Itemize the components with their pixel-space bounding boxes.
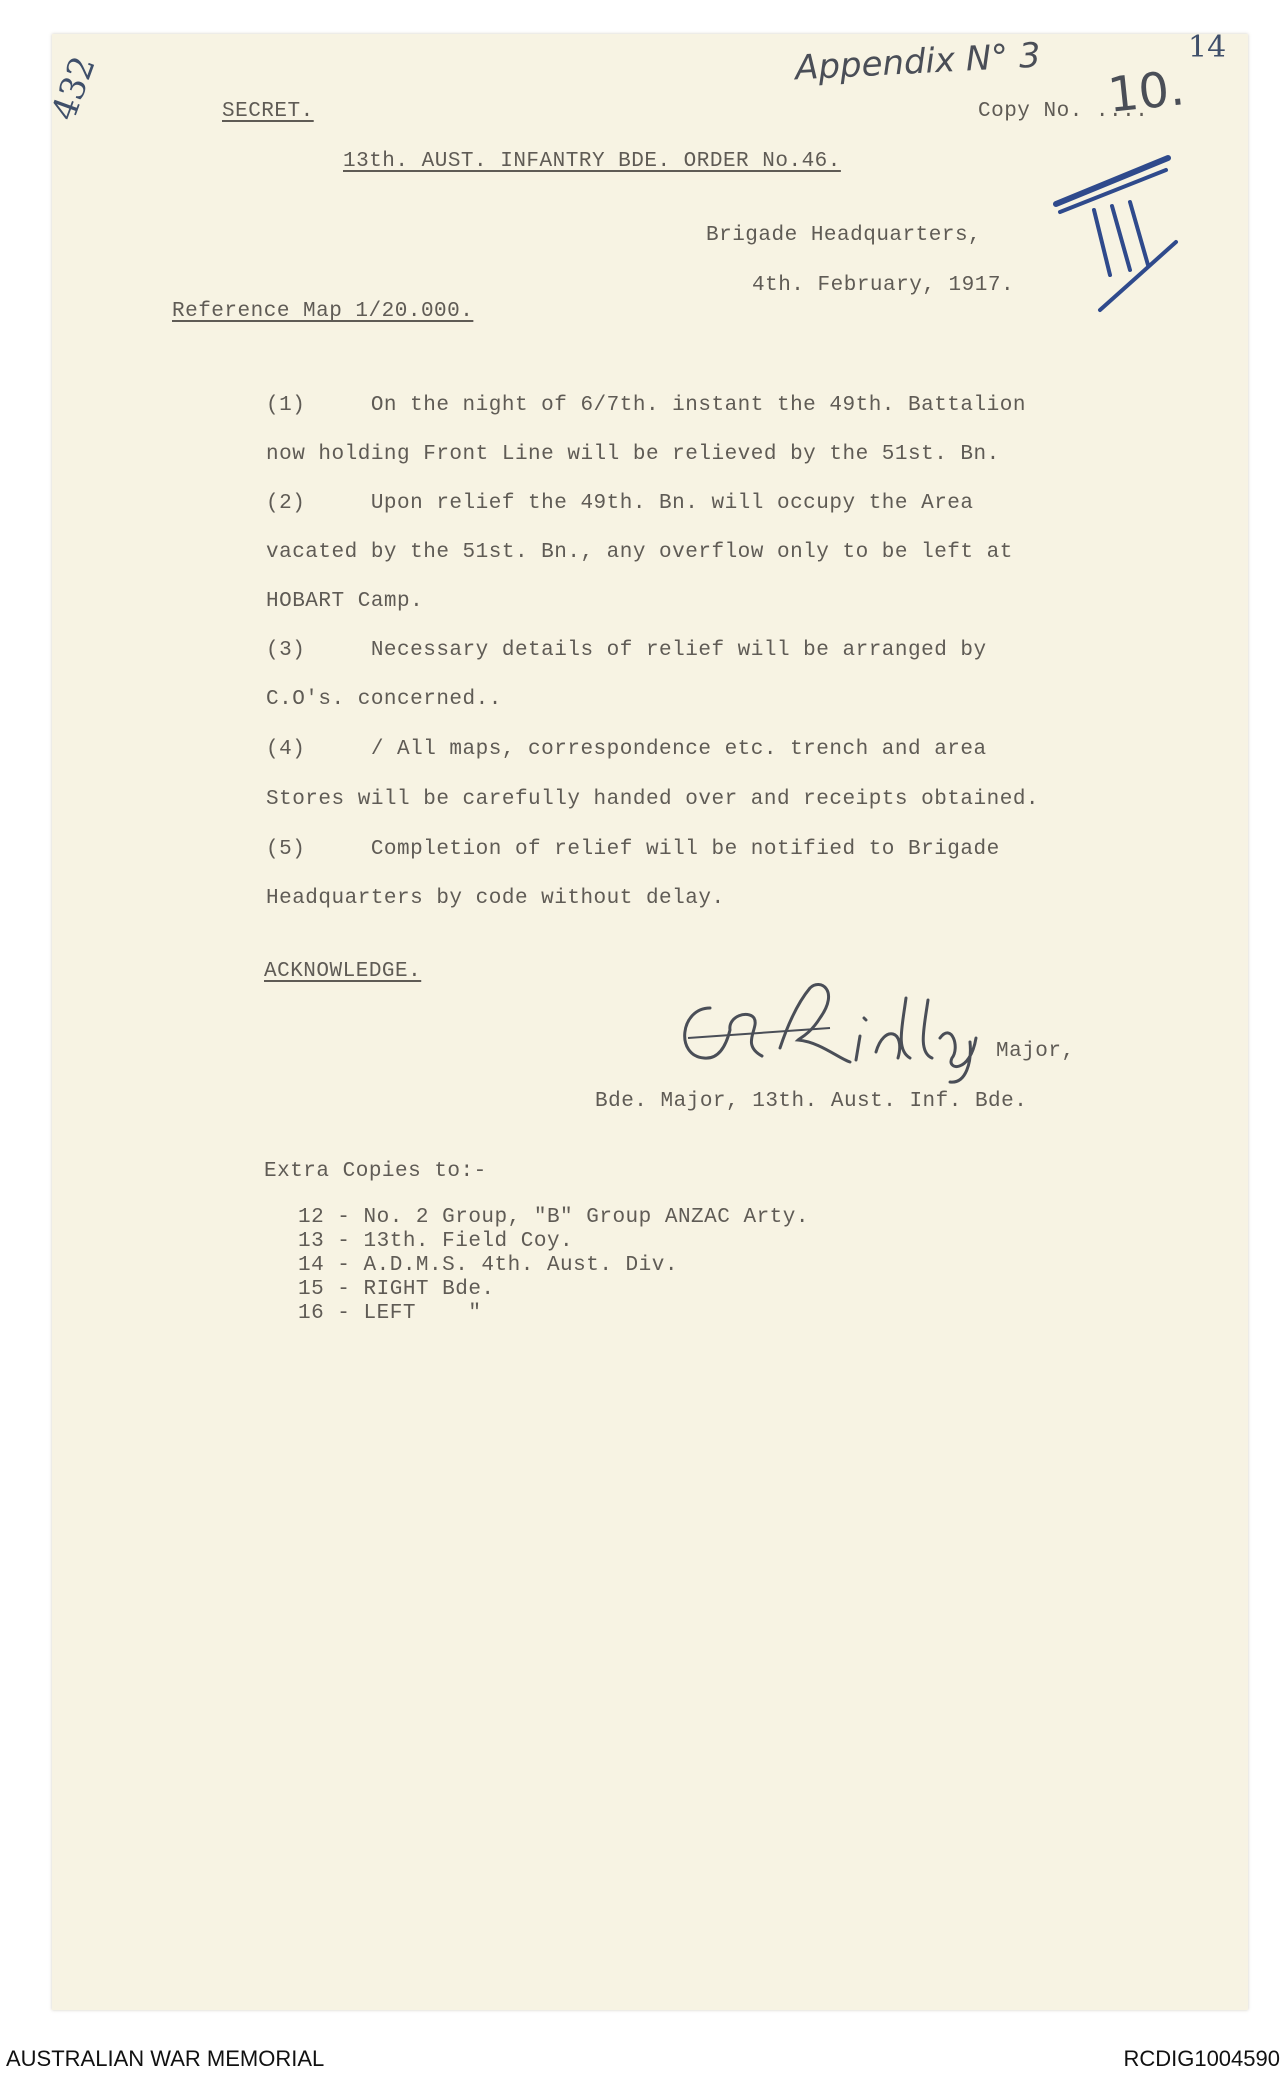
order-date: 4th. February, 1917. xyxy=(752,274,1015,297)
classification: SECRET. xyxy=(222,100,314,123)
body-line: C.O's. concerned.. xyxy=(266,688,502,711)
signature-icon xyxy=(670,978,1000,1088)
document-sheet xyxy=(52,34,1248,2010)
body-line: HOBART Camp. xyxy=(266,590,424,613)
archive-number: 432 xyxy=(44,51,104,126)
body-line: Headquarters by code without delay. xyxy=(266,887,725,910)
signatory-rank: Major, xyxy=(996,1040,1075,1063)
body-line: Stores will be carefully handed over and receipts obtained. xyxy=(266,788,1040,811)
signatory-title: Bde. Major, 13th. Aust. Inf. Bde. xyxy=(595,1090,1028,1113)
order-title: 13th. AUST. INFANTRY BDE. ORDER No.46. xyxy=(343,150,841,173)
body-line: now holding Front Line will be relieved by the 51st. Bn. xyxy=(266,443,1000,466)
footer-catalogue-id: RCDIG1004590 xyxy=(1123,2046,1280,2071)
acknowledge: ACKNOWLEDGE. xyxy=(264,960,422,983)
body-line: (3) Necessary details of relief will be arranged by xyxy=(266,639,987,662)
tally-mark-icon xyxy=(1050,150,1180,330)
footer-source: AUSTRALIAN WAR MEMORIAL xyxy=(6,2046,325,2071)
distribution-line: 12 - No. 2 Group, "B" Group ANZAC Arty. xyxy=(298,1206,809,1229)
copy-number: 10. xyxy=(1105,60,1188,124)
distribution-line: 16 - LEFT " xyxy=(298,1302,482,1325)
body-line: (2) Upon relief the 49th. Bn. will occupy the Area xyxy=(266,492,974,515)
appendix-annotation: Appendix N° 3 xyxy=(794,35,1042,89)
body-line: (4) / All maps, correspondence etc. trench and area xyxy=(266,738,987,761)
distribution-line: 13 - 13th. Field Coy. xyxy=(298,1230,574,1253)
distribution-heading: Extra Copies to:- xyxy=(264,1160,487,1183)
copy-label: Copy No. .... xyxy=(978,100,1149,123)
reference-map: Reference Map 1/20.000. xyxy=(172,300,474,323)
body-line: (5) Completion of relief will be notified to Brigade xyxy=(266,838,1000,861)
body-line: vacated by the 51st. Bn., any overflow only to be left at xyxy=(266,541,1013,564)
distribution-line: 14 - A.D.M.S. 4th. Aust. Div. xyxy=(298,1254,678,1277)
body-line: (1) On the night of 6/7th. instant the 49th. Battalion xyxy=(266,394,1026,417)
distribution-line: 15 - RIGHT Bde. xyxy=(298,1278,495,1301)
page-number: 14 xyxy=(1188,30,1227,65)
headquarters-location: Brigade Headquarters, xyxy=(706,224,982,247)
